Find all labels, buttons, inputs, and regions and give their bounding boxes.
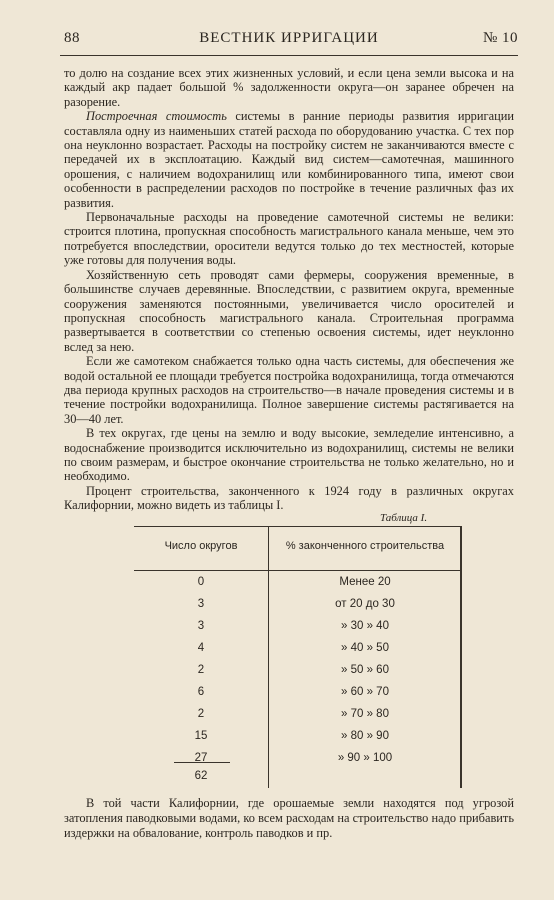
- paragraph-5: [64, 354, 514, 426]
- cell-districts: 27: [194, 752, 208, 764]
- table-caption: Таблица I.: [380, 512, 428, 524]
- emphasis-term: Построечная стоимость: [86, 109, 227, 124]
- table-row: [134, 598, 462, 620]
- article-body: [64, 66, 514, 513]
- paragraph-3: [64, 210, 514, 268]
- paragraph-1: [64, 66, 514, 109]
- paragraph-4: [64, 268, 514, 354]
- paragraph-text: Хозяйственную сеть проводят сами фермеры, сооружения временные, в большинстве случаев деревянные. Впоследствии, с развитием округа, временные сооружения заменяются постоянными, увеличивается число оросителей и пропускная способность магистрального канала. Строительная программа развертывается в соответствии со степенью освоения системы, идет неуклонно вслед за нею.: [64, 267, 514, 354]
- running-head: [60, 30, 518, 52]
- cell-percent: Менее 20: [339, 576, 391, 588]
- paragraph-6: [64, 426, 514, 484]
- table-row: [134, 730, 462, 752]
- table-row: [134, 708, 462, 730]
- paragraph-7: [64, 484, 514, 513]
- cell-districts: 6: [197, 686, 205, 698]
- cell-districts: 15: [194, 730, 208, 742]
- cell-districts: 0: [197, 576, 205, 588]
- cell-districts: 4: [197, 642, 205, 654]
- table-row: [134, 686, 462, 708]
- data-table: [134, 526, 462, 788]
- table-row: [134, 664, 462, 686]
- cell-percent: » 60 » 70: [341, 686, 389, 698]
- cell-percent: » 50 » 60: [341, 664, 389, 676]
- table-row: [134, 576, 462, 598]
- table-header-rule: [134, 570, 462, 571]
- issue-number: № 10: [482, 30, 518, 46]
- closing-paragraph: В той части Калифорнии, где орошаемые земли находятся под угрозой затопления паводковыми водами, ко всем расходам на строительство надо прибавить издержки на обвалование, контроль паводков и пр.: [64, 796, 514, 840]
- cell-districts: 3: [197, 598, 205, 610]
- paragraph-text: Если же самотеком снабжается только одна часть системы, для обеспечения же водой остальной ее площади требуется постройка водохранилища, тогда отмечаются два периода крупных расходов на строительство—в начале проведения системы и в течение постройки водохранилища. Полное завершение системы растягивается на 30—40 лет.: [64, 354, 514, 426]
- cell-districts: 2: [197, 664, 205, 676]
- paragraph-2: [64, 109, 514, 210]
- cell-percent: » 40 » 50: [341, 642, 389, 654]
- journal-title: ВЕСТНИК ИРРИГАЦИИ: [199, 30, 379, 46]
- cell-percent: » 90 » 100: [337, 752, 393, 764]
- closing-text: [64, 796, 514, 841]
- cell-districts: 2: [197, 708, 205, 720]
- cell-total: 62: [194, 770, 208, 782]
- cell-percent: от 20 до 30: [335, 598, 395, 610]
- table-top-rule: [134, 526, 462, 527]
- cell-districts: 3: [197, 620, 205, 632]
- paragraph-text: Первоначальные расходы на проведение самотечной системы не велики: строится плотина, пропускная способность магистрального канала меньше, чем это потребуется впоследствии, оросители ведутся только до тех местностей, которые уже готовы для получения воды.: [64, 210, 514, 268]
- cell-percent: » 30 » 40: [341, 620, 389, 632]
- table-row: [134, 642, 462, 664]
- table-total-row: [134, 770, 462, 792]
- paragraph-text: то долю на создание всех этих жизненных условий, и если цена земли высока и на каждый акр падает большой % задолженности округа—он заранее обречен на разорение.: [64, 66, 514, 109]
- table-row: [134, 620, 462, 642]
- page-number: 88: [64, 30, 80, 46]
- paragraph-text: В тех округах, где цены на землю и воду высокие, земледелие интенсивно, а водоснабжение производится исключительно из водохранилищ, системы не велики по своим размерам, и быстрое окончание строительства не только желательно, но и необходимо.: [64, 426, 514, 484]
- header-rule: [60, 55, 518, 56]
- column-header-percent: % законченного строительства: [285, 540, 445, 552]
- cell-percent: » 80 » 90: [341, 730, 389, 742]
- paragraph-text: Процент строительства, законченного к 1924 году в различных округах Калифорнии, можно видеть из таблицы I.: [64, 483, 514, 513]
- paragraph-text: системы в ранние периоды развития ирригации составляла одну из наименьших статей расхода по оборудованию участка. С тех пор она неуклонно возрастает. Расходы на постройку систем не заканчиваются вместе с передачей их в эксплоатацию. Каждый вид систем—самотечная, машинного орошения, с наличием водохранилищ или комбинированного типа, имеют свои особенности в распределении расходов по постройке в течение различных фаз их развития.: [64, 109, 514, 210]
- total-rule: [174, 762, 230, 763]
- cell-percent: » 70 » 80: [341, 708, 389, 720]
- column-header-districts: Число округов: [164, 540, 238, 552]
